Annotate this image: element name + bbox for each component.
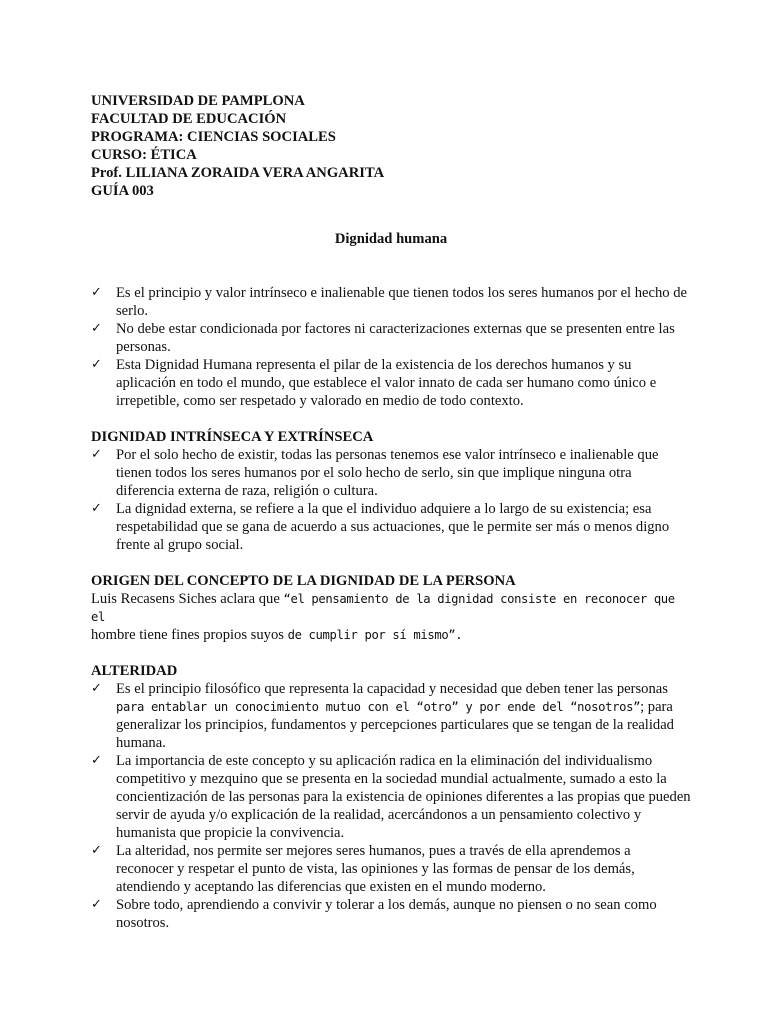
- list-item-text-after: ; para generalizar los principios, fundamentos y percepciones particulares que se tengan de la realidad humana.: [116, 699, 674, 751]
- origen-paragraph: [91, 590, 691, 644]
- origen-quote-part1: “el pensamiento de la dignidad consiste en reconocer que el: [91, 592, 675, 624]
- section-heading: ALTERIDAD: [91, 663, 178, 679]
- list-item: [91, 446, 691, 500]
- list-item-text: La alteridad, nos permite ser mejores seres humanos, pues a través de ella aprendemos a reconocer y respetar el punto de vista, las opiniones y las formas de pensar de los demás, atendiendo y aceptando las diferencias que existen en el mundo moderno.: [116, 843, 635, 895]
- list-item: [91, 284, 691, 320]
- section-heading: DIGNIDAD INTRÍNSECA Y EXTRÍNSECA: [91, 429, 374, 445]
- list-item-text: Sobre todo, aprendiendo a convivir y tolerar a los demás, aunque no piensen o no sean como nosotros.: [116, 897, 657, 931]
- list-item: [91, 320, 691, 356]
- origen-quote-part2: de cumplir por sí mismo”.: [287, 628, 463, 642]
- origen-text-mid: hombre tiene fines propios suyos: [91, 627, 288, 643]
- header-guide: GUÍA 003: [91, 183, 154, 199]
- origen-text-lead: Luis Recasens Siches aclara que: [91, 591, 284, 607]
- list-item: [91, 680, 691, 752]
- document-header: [91, 92, 691, 200]
- checkmark-icon: ✓: [91, 447, 102, 462]
- document-title: Dignidad humana: [334, 231, 448, 247]
- checkmark-icon: ✓: [91, 321, 102, 336]
- section-origen: [91, 572, 691, 644]
- checkmark-icon: ✓: [91, 357, 102, 372]
- checkmark-icon: ✓: [91, 753, 102, 768]
- intro-list: [91, 284, 691, 410]
- checkmark-icon: ✓: [91, 897, 102, 912]
- header-university: UNIVERSIDAD DE PAMPLONA: [91, 93, 305, 109]
- section-heading: ORIGEN DEL CONCEPTO DE LA DIGNIDAD DE LA PERSONA: [91, 573, 516, 589]
- list-item: [91, 896, 691, 932]
- checkmark-icon: ✓: [91, 501, 102, 516]
- list-item-text: Esta Dignidad Humana representa el pilar de la existencia de los derechos humanos y su aplicación en todo el mundo, que establece el valor innato de cada ser humano como único e irrepetible, como ser respetado y valorado en medio de todo contexto.: [116, 357, 657, 409]
- list-item-text: No debe estar condicionada por factores ni caracterizaciones externas que se presenten entre las personas.: [116, 321, 675, 355]
- list-item: [91, 842, 691, 896]
- list-item: [91, 500, 691, 554]
- list-item: [91, 752, 691, 842]
- list-item-text: Es el principio y valor intrínseco e inalienable que tienen todos los seres humanos por el hecho de serlo.: [116, 285, 688, 319]
- checkmark-icon: ✓: [91, 681, 102, 696]
- list-item: [91, 356, 691, 410]
- list-item-text-before: Es el principio filosófico que representa la capacidad y necesidad que deben tener las personas: [116, 681, 668, 697]
- section-alteridad: [91, 662, 691, 932]
- section-intrinseca: [91, 428, 691, 554]
- alteridad-list: [91, 680, 691, 932]
- list-item-text: [116, 681, 674, 751]
- list-item-text-mono: para entablar un conocimiento mutuo con el “otro” y por ende del “nosotros”: [116, 700, 641, 714]
- intrinseca-list: [91, 446, 691, 554]
- checkmark-icon: ✓: [91, 843, 102, 858]
- header-faculty: FACULTAD DE EDUCACIÓN: [91, 111, 287, 127]
- list-item-text: La dignidad externa, se refiere a la que el individuo adquiere a lo largo de su existencia; esa respetabilidad que se gana de acuerdo a sus actuaciones, que le permite ser más o menos digno frente al grupo social.: [116, 501, 670, 553]
- checkmark-icon: ✓: [91, 285, 102, 300]
- header-program: PROGRAMA: CIENCIAS SOCIALES: [91, 129, 336, 145]
- list-item-text: Por el solo hecho de existir, todas las personas tenemos ese valor intrínseco e inalienable que tienen todos los seres humanos por el solo hecho de serlo, sin que implique ninguna otra diferencia externa de raza, religión o cultura.: [116, 447, 659, 499]
- header-course: CURSO: ÉTICA: [91, 147, 197, 163]
- header-professor: Prof. LILIANA ZORAIDA VERA ANGARITA: [91, 165, 385, 181]
- document-content: [91, 92, 691, 932]
- list-item-text: La importancia de este concepto y su aplicación radica en la eliminación del individualismo competitivo y mezquino que se presenta en la sociedad mundial actualmente, sumado a esto la concientización de las personas para la existencia de opiniones diferentes a las propias que pueden servir de ayuda y/o explicación de la realidad, acercándonos a un pensamiento colectivo y humanista que propicie la convivencia.: [116, 753, 691, 841]
